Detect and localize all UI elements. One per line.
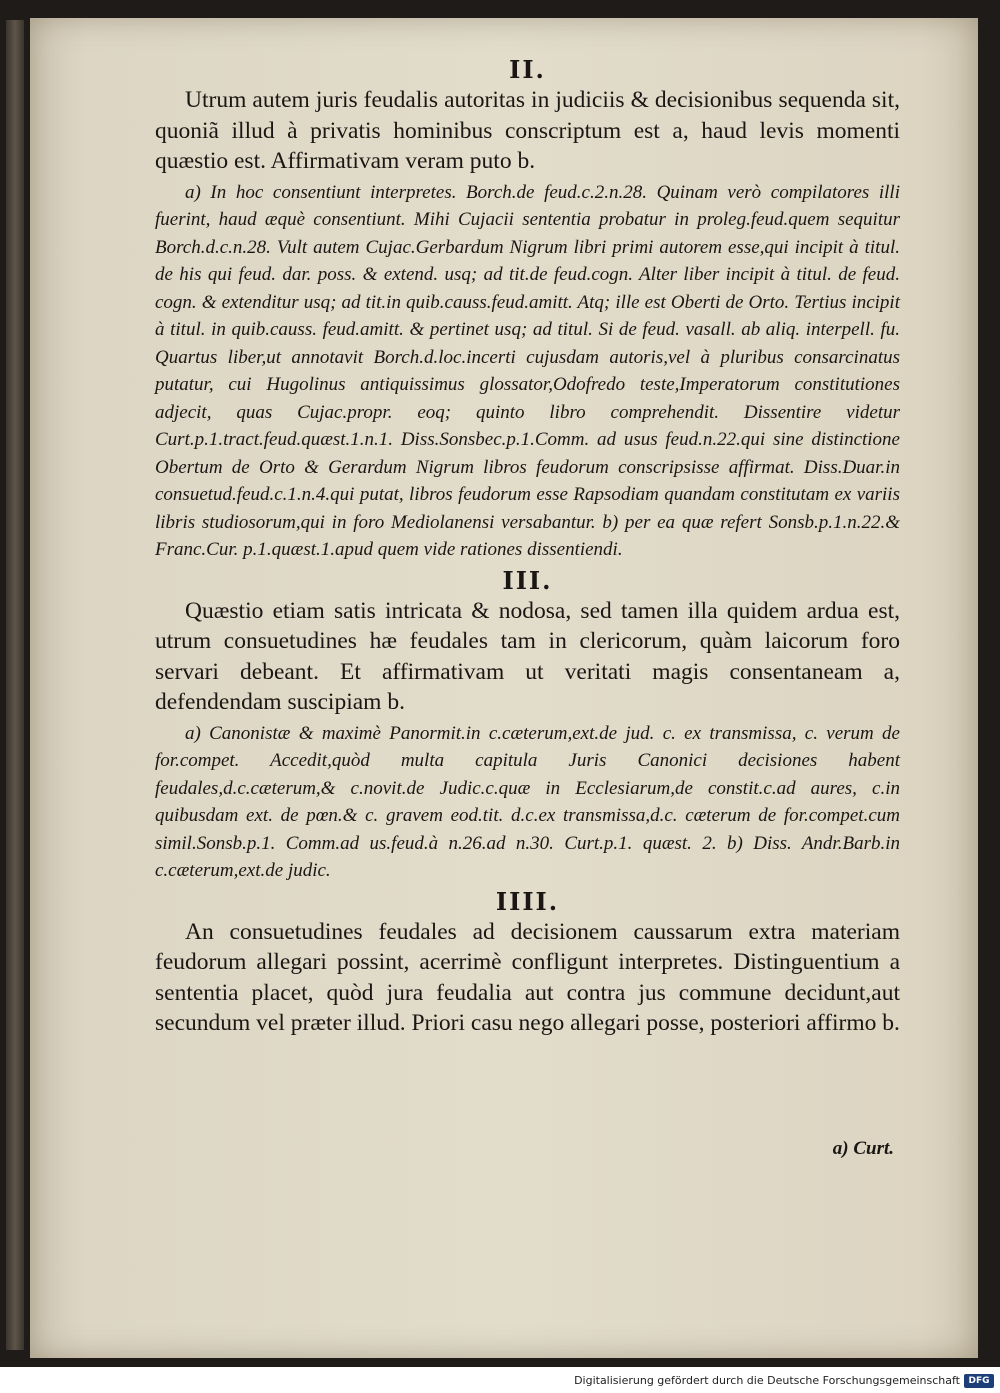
footer-bar: [0, 1367, 1000, 1393]
page-edge: [6, 20, 24, 1350]
catchword: a) Curt.: [832, 1138, 894, 1159]
section-note-3: a) Canonistæ & maximè Panormit.in c.cæterum,ext.de jud. c. ex transmissa, c. verum de for.compet. Accedit,quòd multa capitula Juris Canonici decisiones habent feudales,d.c.cæterum,& c.novit.de Judic.c.quæ in Ecclesiarum,de constit.c.ad aures, c.in quibusdam ext. de pœn.& c. gravem eod.tit. d.c.ex transmissa,d.c. cæterum de for.compet.cum simil.Sonsb.p.1. Comm.ad us.feud.à n.26.ad n.30. Curt.p.1. quæst. 2. b) Diss. Andr.Barb.in c.cæterum,ext.de judic.: [155, 722, 900, 881]
section-note-2: a) In hoc consentiunt interpretes. Borch.de feud.c.2.n.28. Quinam verò compilatores illi fuerint, haud æquè consentiunt. Mihi Cujacii sententia probatur in proleg.feud.quem sequitur Borch.d.c.n.28. Vult autem Cujac.Gerbardum Nigrum libri primi autorem esse,qui incipit à titul. de his qui feud. dar. poss. & extend. usq; ad tit.de feud.cogn. Alter liber incipit à titul. de feud. cogn. & extenditur usq; ad tit.in quib.causs.feud.amitt. Atq; ille est Oberti de Orto. Tertius incipit à titul. in quib.causs. feud.amitt. & pertinet usq; ad titul. Si de feud. vasall. ab aliq. interpell. fu. Quartus liber,ut annotavit Borch.d.loc.incerti cujusdam autoris,vel à pluribus consarcinatus putatur, cui Hugolinus antiquissimus glossator,Odofredo teste,Imperatorum constitutiones adjecit, quas Cujac.propr. eoq; quinto libro comprehendit. Dissentire videtur Curt.p.1.tract.feud.quæst.1.n.1. Diss.Sonsbec.p.1.Comm. ad usus feud.n.22.qui sine distinctione Obertum de Orto & Gerardum Nigrum libros feudorum conscripsisse affirmat. Diss.Duar.in consuetud.feud.c.1.n.4.qui putat, libros feudorum esse Rapsodiam quandam constitutam ex variis libris studiosorum,qui in foro Mediolanensi versabantur. b) per ea quæ refert Sonsb.p.1.n.22.& Franc.Cur. p.1.quæst.1.apud quem vide rationes dissentiendi.: [155, 181, 900, 560]
section-number-2: II.: [509, 55, 546, 84]
section-body-4: An consuetudines feudales ad decisionem caussarum extra materiam feudorum allegari possint, acerrimè confligunt interpretes. Distinguentium a sententia placet, quòd jura feudalia aut contra jus commune decidunt,aut secundum vel præter illud. Priori casu nego allegari posse, posteriori affirmo b.: [155, 918, 900, 1036]
section-number-3: III.: [502, 565, 553, 595]
funding-credit: Digitalisierung gefördert durch die Deutsche Forschungsgemeinschaft: [574, 1374, 960, 1387]
text-block: [155, 55, 900, 1039]
dfg-logo-icon: DFG: [964, 1374, 994, 1388]
section-number-4: IIII.: [495, 886, 560, 916]
section-body-3: Quæstio etiam satis intricata & nodosa, sed tamen illa quidem ardua est, utrum consuetudines hæ feudales tam in clericorum, quàm laicorum foro servari debeant. Et affirmativam ut veritati magis consentaneam a, defendendam suscipiam b.: [155, 597, 900, 715]
section-body-2: Utrum autem juris feudalis autoritas in judiciis & decisionibus sequenda sit, quoniã illud à privatis hominibus conscriptum est a, haud levis momenti quæstio est. Affirmativam veram puto b.: [155, 87, 900, 174]
